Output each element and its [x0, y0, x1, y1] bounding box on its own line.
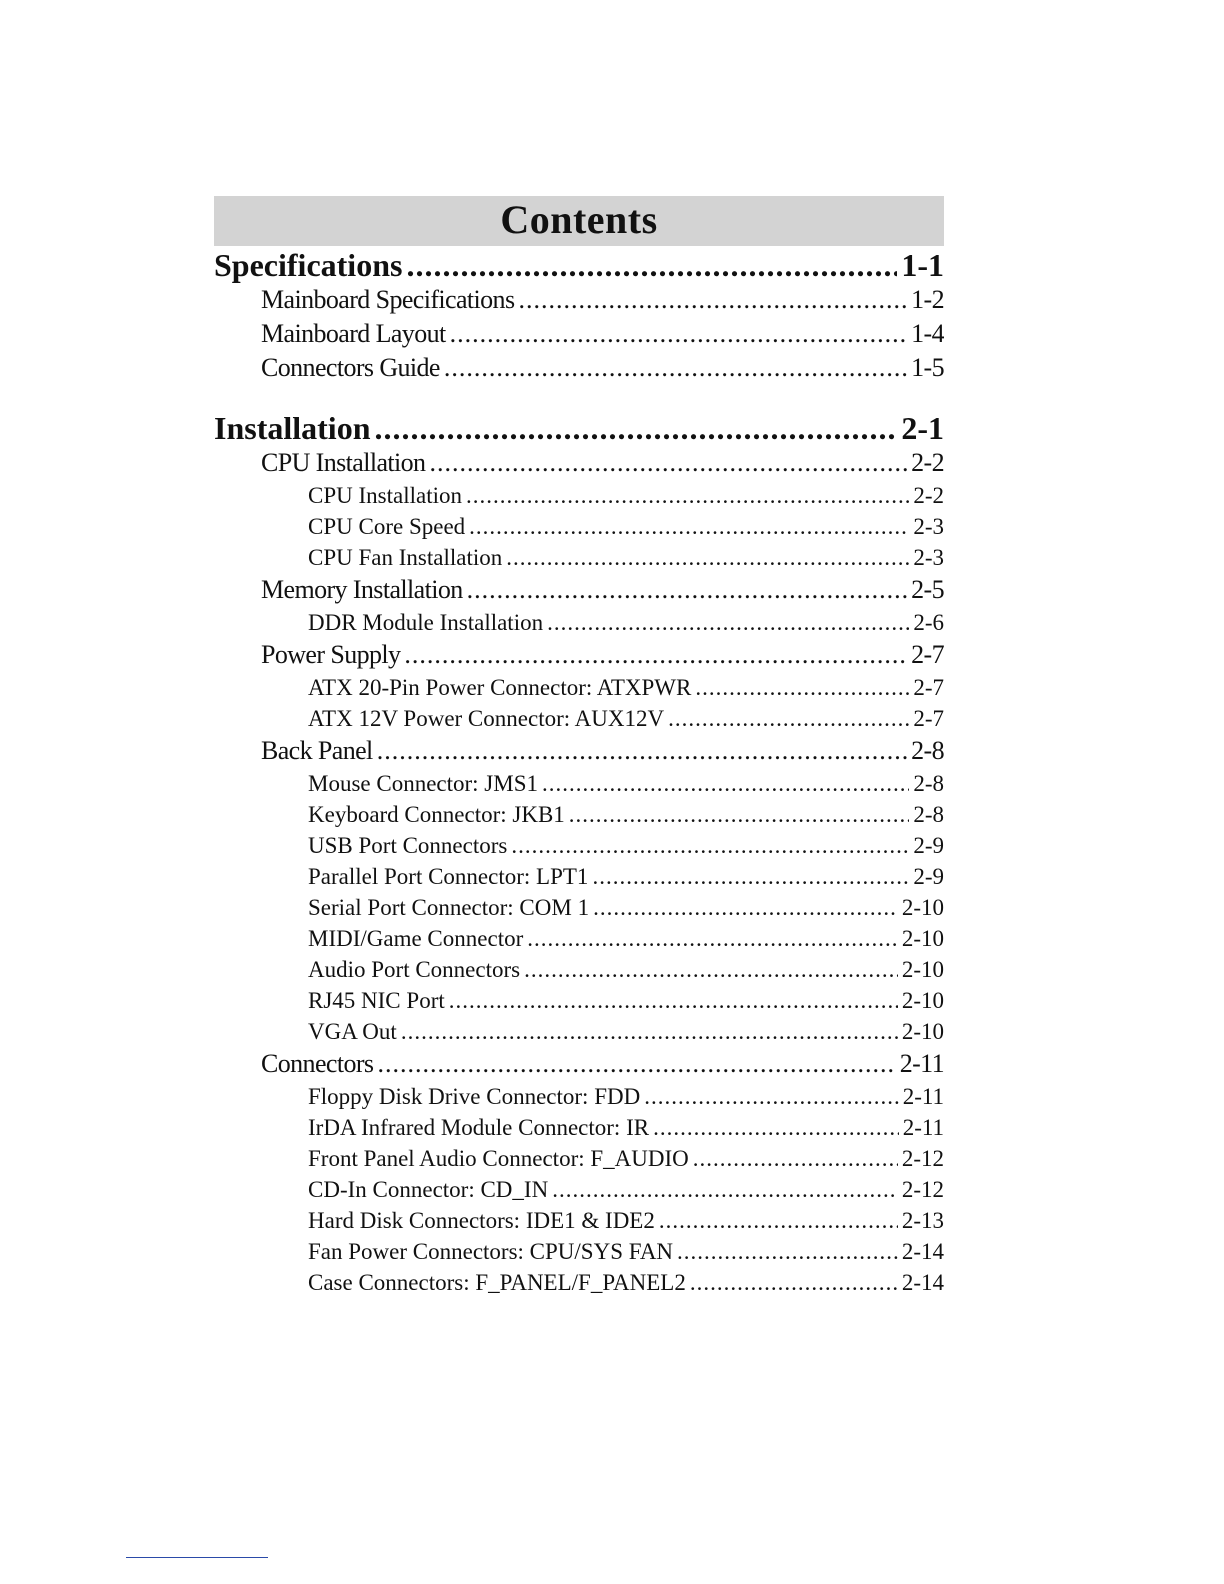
toc-entry-page-number: 2-10: [901, 957, 944, 982]
toc-subitem[interactable]: [214, 1143, 944, 1174]
toc-entry-label: Connectors Guide: [261, 353, 440, 382]
dot-leader: [401, 1016, 898, 1047]
toc-subitem[interactable]: [214, 1016, 944, 1047]
toc-section[interactable]: [214, 247, 944, 283]
toc-subitem[interactable]: [214, 1236, 944, 1267]
dot-leader: [429, 446, 907, 480]
toc-entry-label: DDR Module Installation: [308, 610, 544, 635]
dot-leader: [511, 830, 909, 861]
contents-heading: Contents: [214, 196, 944, 246]
toc-subsection[interactable]: [214, 638, 944, 672]
toc-subitem[interactable]: [214, 672, 944, 703]
toc-subsection[interactable]: [214, 1047, 944, 1081]
toc-entry-page-number: 1-2: [911, 285, 944, 314]
toc-entry-label: ATX 12V Power Connector: AUX12V: [308, 706, 665, 731]
dot-leader: [466, 480, 909, 511]
toc-subitem[interactable]: [214, 1205, 944, 1236]
toc-subitem[interactable]: [214, 1267, 944, 1298]
dot-leader: [518, 283, 907, 317]
toc-subitem[interactable]: [214, 768, 944, 799]
dot-leader: [690, 1267, 898, 1298]
dot-leader: [668, 703, 909, 734]
toc-entry-page-number: 2-3: [913, 514, 944, 539]
toc-entry-label: Mainboard Specifications: [261, 285, 515, 314]
toc-subitem[interactable]: [214, 985, 944, 1016]
toc-entry-page-number: 2-9: [913, 833, 944, 858]
dot-leader: [542, 768, 909, 799]
toc-entry-page-number: 2-14: [901, 1239, 944, 1264]
toc-entry-label: Power Supply: [261, 640, 401, 669]
toc-entry-label: Hard Disk Connectors: IDE1 & IDE2: [308, 1208, 655, 1233]
toc-entry-page-number: 2-8: [913, 802, 944, 827]
toc-entry-label: Fan Power Connectors: CPU/SYS FAN: [308, 1239, 674, 1264]
toc-entry-page-number: 2-9: [913, 864, 944, 889]
toc-subitem[interactable]: [214, 607, 944, 638]
toc-entry-label: Parallel Port Connector: LPT1: [308, 864, 589, 889]
toc-subitem[interactable]: [214, 861, 944, 892]
toc-entry-page-number: 2-12: [901, 1146, 944, 1171]
toc-entry-page-number: 2-8: [911, 736, 944, 765]
dot-leader: [569, 799, 910, 830]
toc-entry-label: CPU Core Speed: [308, 514, 466, 539]
dot-leader: [469, 511, 909, 542]
toc-entry-page-number: 1-1: [901, 247, 944, 283]
toc-entry-label: Specifications: [214, 247, 403, 283]
toc-entry-label: Keyboard Connector: JKB1: [308, 802, 565, 827]
toc-subsection[interactable]: [214, 351, 944, 385]
dot-leader: [404, 638, 907, 672]
dot-leader: [677, 1236, 898, 1267]
toc-entry-label: ATX 20-Pin Power Connector: ATXPWR: [308, 675, 692, 700]
toc-entry-label: Memory Installation: [261, 575, 463, 604]
toc-subsection[interactable]: [214, 317, 944, 351]
toc-subitem[interactable]: [214, 480, 944, 511]
toc-entry-page-number: 2-7: [913, 675, 944, 700]
toc-entry-label: Mainboard Layout: [261, 319, 446, 348]
toc-entry-page-number: 2-1: [901, 410, 944, 446]
dot-leader: [695, 672, 909, 703]
toc-entry-page-number: 2-5: [911, 575, 944, 604]
toc-entry-label: Audio Port Connectors: [308, 957, 521, 982]
dot-leader: [653, 1112, 899, 1143]
dot-leader: [527, 923, 898, 954]
toc-entry-label: CPU Installation: [261, 448, 426, 477]
footer-rule: [126, 1557, 268, 1558]
toc-subitem[interactable]: [214, 1174, 944, 1205]
toc-entry-page-number: 2-3: [913, 545, 944, 570]
toc-entry-label: USB Port Connectors: [308, 833, 508, 858]
toc-entry-page-number: 2-2: [913, 483, 944, 508]
toc-subitem[interactable]: [214, 923, 944, 954]
toc-entry-page-number: 2-10: [901, 1019, 944, 1044]
dot-leader: [659, 1205, 898, 1236]
dot-leader: [644, 1081, 898, 1112]
toc-entry-page-number: 2-10: [901, 926, 944, 951]
toc-subitem[interactable]: [214, 703, 944, 734]
toc-subitem[interactable]: [214, 830, 944, 861]
toc-entry-label: CPU Fan Installation: [308, 545, 503, 570]
toc-entry-page-number: 2-10: [901, 988, 944, 1013]
toc-section[interactable]: [214, 410, 944, 446]
dot-leader: [693, 1143, 898, 1174]
toc-entry-page-number: 2-11: [899, 1049, 944, 1078]
dot-leader: [592, 861, 909, 892]
dot-leader: [444, 351, 907, 385]
toc-entry-page-number: 2-7: [913, 706, 944, 731]
toc-entry-label: CPU Installation: [308, 483, 462, 508]
toc-entry-label: Back Panel: [261, 736, 373, 765]
toc-entry-label: Front Panel Audio Connector: F_AUDIO: [308, 1146, 689, 1171]
toc-entry-label: RJ45 NIC Port: [308, 988, 445, 1013]
toc-entry-page-number: 1-4: [911, 319, 944, 348]
toc-entry-page-number: 2-11: [902, 1084, 944, 1109]
toc-entry-label: VGA Out: [308, 1019, 397, 1044]
dot-leader: [552, 1174, 898, 1205]
dot-leader: [377, 1047, 895, 1081]
toc-subitem[interactable]: [214, 511, 944, 542]
toc-entry-label: IrDA Infrared Module Connector: IR: [308, 1115, 650, 1140]
toc-entry-page-number: 2-7: [911, 640, 944, 669]
toc-entry-page-number: 2-11: [902, 1115, 944, 1140]
toc-entries: [214, 247, 944, 1298]
dot-leader: [593, 892, 898, 923]
toc-entry-label: Installation: [214, 410, 371, 446]
toc-entry-label: Case Connectors: F_PANEL/F_PANEL2: [308, 1270, 686, 1295]
toc-subitem[interactable]: [214, 954, 944, 985]
toc-entry-label: Connectors: [261, 1049, 374, 1078]
toc-entry-page-number: 2-12: [901, 1177, 944, 1202]
dot-leader: [506, 542, 909, 573]
toc-subsection[interactable]: [214, 283, 944, 317]
toc-entry-label: CD-In Connector: CD_IN: [308, 1177, 549, 1202]
toc-entry-label: Mouse Connector: JMS1: [308, 771, 538, 796]
toc-entry-label: MIDI/Game Connector: [308, 926, 524, 951]
dot-leader: [450, 317, 908, 351]
toc-entry-page-number: 1-5: [911, 353, 944, 382]
toc-subitem[interactable]: [214, 892, 944, 923]
toc-entry-page-number: 2-8: [913, 771, 944, 796]
toc-subsection[interactable]: [214, 446, 944, 480]
dot-leader: [524, 954, 898, 985]
toc-subsection[interactable]: [214, 734, 944, 768]
toc-entry-page-number: 2-6: [913, 610, 944, 635]
toc-subsection[interactable]: [214, 573, 944, 607]
dot-leader: [547, 607, 909, 638]
toc-subitem[interactable]: [214, 799, 944, 830]
toc-subitem[interactable]: [214, 1081, 944, 1112]
toc-entry-page-number: 2-10: [901, 895, 944, 920]
table-of-contents: [214, 196, 944, 1298]
dot-leader: [467, 573, 908, 607]
dot-leader: [377, 734, 907, 768]
toc-entry-label: Floppy Disk Drive Connector: FDD: [308, 1084, 641, 1109]
dot-leader: [449, 985, 898, 1016]
dot-leader: [406, 247, 897, 283]
toc-subitem[interactable]: [214, 542, 944, 573]
toc-entry-page-number: 2-13: [901, 1208, 944, 1233]
toc-subitem[interactable]: [214, 1112, 944, 1143]
toc-entry-label: Serial Port Connector: COM 1: [308, 895, 590, 920]
toc-entry-page-number: 2-14: [901, 1270, 944, 1295]
toc-entry-page-number: 2-2: [911, 448, 944, 477]
dot-leader: [374, 410, 897, 446]
